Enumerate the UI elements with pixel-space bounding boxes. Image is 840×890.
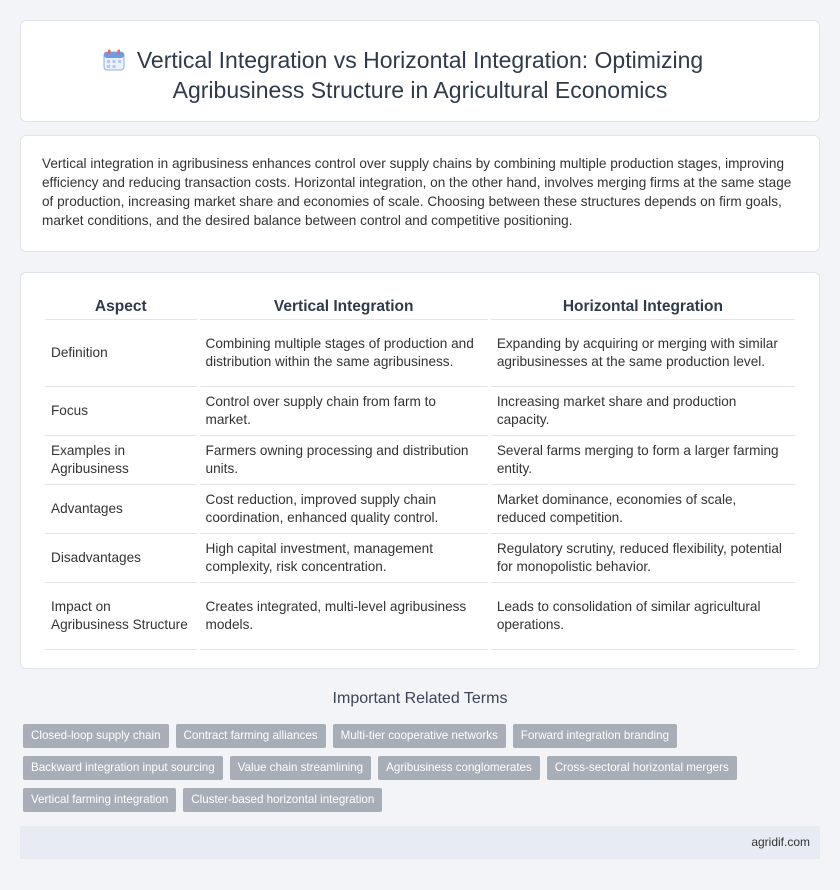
row-aspect: Focus (45, 387, 197, 436)
header-vertical: Vertical Integration (200, 295, 488, 320)
intro-card (20, 135, 820, 252)
header-aspect: Aspect (45, 295, 197, 320)
row-vertical: Control over supply chain from farm to market. (200, 387, 488, 436)
row-horizontal: Leads to consolidation of similar agricultural operations. (491, 583, 795, 650)
related-term-tag[interactable]: Value chain streamlining (230, 756, 371, 780)
row-aspect: Examples in Agribusiness (45, 436, 197, 485)
related-terms-list (23, 724, 803, 812)
row-aspect: Impact on Agribusiness Structure (45, 583, 197, 650)
page-title (21, 45, 819, 105)
related-term-tag[interactable]: Contract farming alliances (176, 724, 326, 748)
row-horizontal: Regulatory scrutiny, reduced flexibility, potential for monopolistic behavior. (491, 534, 795, 583)
table-row (45, 485, 795, 534)
row-vertical: Farmers owning processing and distribution units. (200, 436, 488, 485)
row-horizontal: Several farms merging to form a larger farming entity. (491, 436, 795, 485)
row-aspect: Definition (45, 320, 197, 387)
row-vertical: High capital investment, management complexity, risk concentration. (200, 534, 488, 583)
related-term-tag[interactable]: Cross-sectoral horizontal mergers (547, 756, 737, 780)
row-vertical: Creates integrated, multi-level agribusiness models. (200, 583, 488, 650)
table-row (45, 387, 795, 436)
table-row (45, 534, 795, 583)
row-vertical: Cost reduction, improved supply chain coordination, enhanced quality control. (200, 485, 488, 534)
row-horizontal: Market dominance, economies of scale, reduced competition. (491, 485, 795, 534)
row-aspect: Disadvantages (45, 534, 197, 583)
comparison-card (20, 272, 820, 669)
page-title-line2: Agribusiness Structure in Agricultural Economics (172, 77, 668, 103)
row-aspect: Advantages (45, 485, 197, 534)
row-vertical: Combining multiple stages of production and distribution within the same agribusiness. (200, 320, 488, 387)
related-term-tag[interactable]: Agribusiness conglomerates (378, 756, 540, 780)
page-title-line1: Vertical Integration vs Horizontal Integration: Optimizing (136, 47, 704, 73)
table-row (45, 320, 795, 387)
header-card (20, 20, 820, 122)
related-terms-title: Important Related Terms (332, 690, 508, 707)
table-row (45, 436, 795, 485)
related-term-tag[interactable]: Vertical farming integration (23, 788, 176, 812)
comparison-table (42, 295, 798, 650)
related-term-tag[interactable]: Closed-loop supply chain (23, 724, 169, 748)
related-term-tag[interactable]: Forward integration branding (513, 724, 677, 748)
row-horizontal: Increasing market share and production capacity. (491, 387, 795, 436)
related-term-tag[interactable]: Backward integration input sourcing (23, 756, 223, 780)
related-term-tag[interactable]: Cluster-based horizontal integration (183, 788, 382, 812)
table-row (45, 583, 795, 650)
footer-site-link[interactable]: agridif.com (751, 835, 810, 849)
related-term-tag[interactable]: Multi-tier cooperative networks (333, 724, 506, 748)
header-horizontal: Horizontal Integration (491, 295, 795, 320)
table-header-row (45, 295, 795, 320)
footer (20, 826, 820, 859)
intro-paragraph: Vertical integration in agribusiness enhances control over supply chains by combining multiple production stages, improving efficiency and reducing transaction costs. Horizontal integration, on the other hand, involves merging firms at the same stage of production, increasing market share and economies of scale. Choosing between these structures depends on firm goals, market conditions, and the desired balance between control and competitive positioning. (42, 156, 792, 228)
row-horizontal: Expanding by acquiring or merging with similar agribusinesses at the same production level. (491, 320, 795, 387)
